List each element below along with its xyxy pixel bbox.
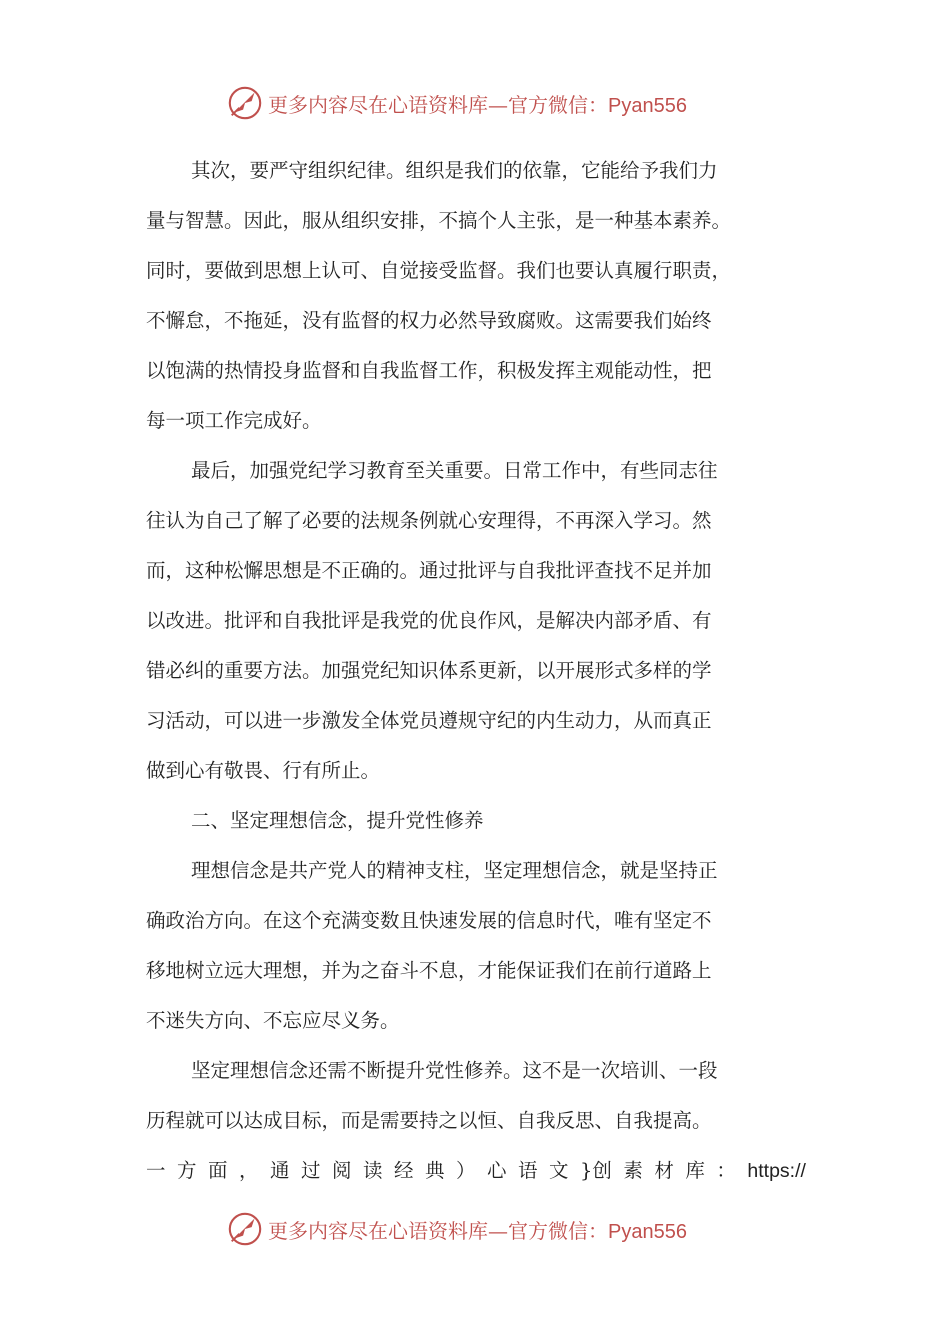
char: 素	[623, 1159, 643, 1182]
char: 经	[394, 1159, 414, 1182]
paragraph-line: 不懈怠，不拖延，没有监督的权力必然导致腐败。这需要我们始终	[146, 309, 712, 332]
char: ，	[239, 1159, 259, 1182]
paragraph-line: 错必纠的重要方法。加强党纪知识体系更新，以开展形式多样的学	[146, 659, 712, 682]
quill-pen-logo-icon	[226, 84, 264, 122]
paragraph-line: 同时，要做到思想上认可、自觉接受监督。我们也要认真履行职责，	[146, 259, 732, 282]
char: 方	[177, 1159, 197, 1182]
paragraph-line: 历程就可以达成目标，而是需要持之以恒、自我反思、自我提高。	[146, 1109, 712, 1132]
justified-last-line	[146, 1146, 806, 1196]
paragraph-line: 移地树立远大理想，并为之奋斗不息，才能保证我们在前行道路上	[146, 959, 712, 982]
paragraph-line: 其次，要严守组织纪律。组织是我们的依靠，它能给予我们力	[191, 159, 718, 182]
paragraph-line: 往认为自己了解了必要的法规条例就心安理得，不再深入学习。然	[146, 509, 712, 532]
char: 读	[363, 1159, 383, 1182]
banner-wechat-label: 官方微信：	[508, 1218, 608, 1243]
section-heading: 二、坚定理想信念，提升党性修养	[191, 809, 484, 832]
paragraph-line: 坚定理想信念还需不断提升党性修养。这不是一次培训、一段	[191, 1059, 718, 1082]
header-banner	[226, 83, 687, 123]
paragraph-line: 量与智慧。因此，服从组织安排，不搞个人主张，是一种基本素养。	[146, 209, 732, 232]
paragraph-line: 最后，加强党纪学习教育至关重要。日常工作中，有些同志往	[191, 459, 718, 482]
banner-wechat-id: Pyan556	[608, 1220, 687, 1243]
paragraph-line: 而，这种松懈思想是不正确的。通过批评与自我批评查找不足并加	[146, 559, 712, 582]
paragraph-line: 习活动，可以进一步激发全体党员遵规守纪的内生动力，从而真正	[146, 709, 712, 732]
banner-wechat-label: 官方微信：	[508, 92, 608, 117]
footer-banner	[226, 1209, 687, 1249]
banner-text	[268, 1215, 687, 1244]
char: }创	[580, 1159, 612, 1182]
paragraph-line: 做到心有敬畏、行有所止。	[146, 759, 381, 782]
paragraph-line: 确政治方向。在这个充满变数且快速发展的信息时代，唯有坚定不	[146, 909, 712, 932]
char: ）	[456, 1159, 476, 1182]
paragraph-line: 不迷失方向、不忘应尽义务。	[146, 1009, 400, 1032]
char: 面	[208, 1159, 228, 1182]
banner-separator: —	[488, 92, 508, 117]
banner-title: 更多内容尽在心语资料库	[268, 1218, 488, 1243]
char: 通	[270, 1159, 290, 1182]
banner-separator: —	[488, 1218, 508, 1243]
char: 材	[654, 1159, 674, 1182]
banner-title: 更多内容尽在心语资料库	[268, 92, 488, 117]
banner-wechat-id: Pyan556	[608, 94, 687, 117]
char: 库	[685, 1159, 705, 1182]
char: 一	[146, 1159, 166, 1182]
paragraph-line: 理想信念是共产党人的精神支柱，坚定理想信念，就是坚持正	[191, 859, 718, 882]
char: 阅	[332, 1159, 352, 1182]
char: 语	[518, 1159, 538, 1182]
banner-text	[268, 89, 687, 118]
paragraph-line: 以改进。批评和自我批评是我党的优良作风，是解决内部矛盾、有	[146, 609, 712, 632]
url-fragment[interactable]: https://	[747, 1160, 806, 1182]
char: 心	[487, 1159, 507, 1182]
char: 典	[425, 1159, 445, 1182]
char: 过	[301, 1159, 321, 1182]
paragraph-line: 以饱满的热情投身监督和自我监督工作，积极发挥主观能动性，把	[146, 359, 712, 382]
quill-pen-logo-icon	[226, 1210, 264, 1248]
paragraph-line: 每一项工作完成好。	[146, 409, 322, 432]
char: ：	[716, 1159, 736, 1182]
char: 文	[549, 1159, 569, 1182]
